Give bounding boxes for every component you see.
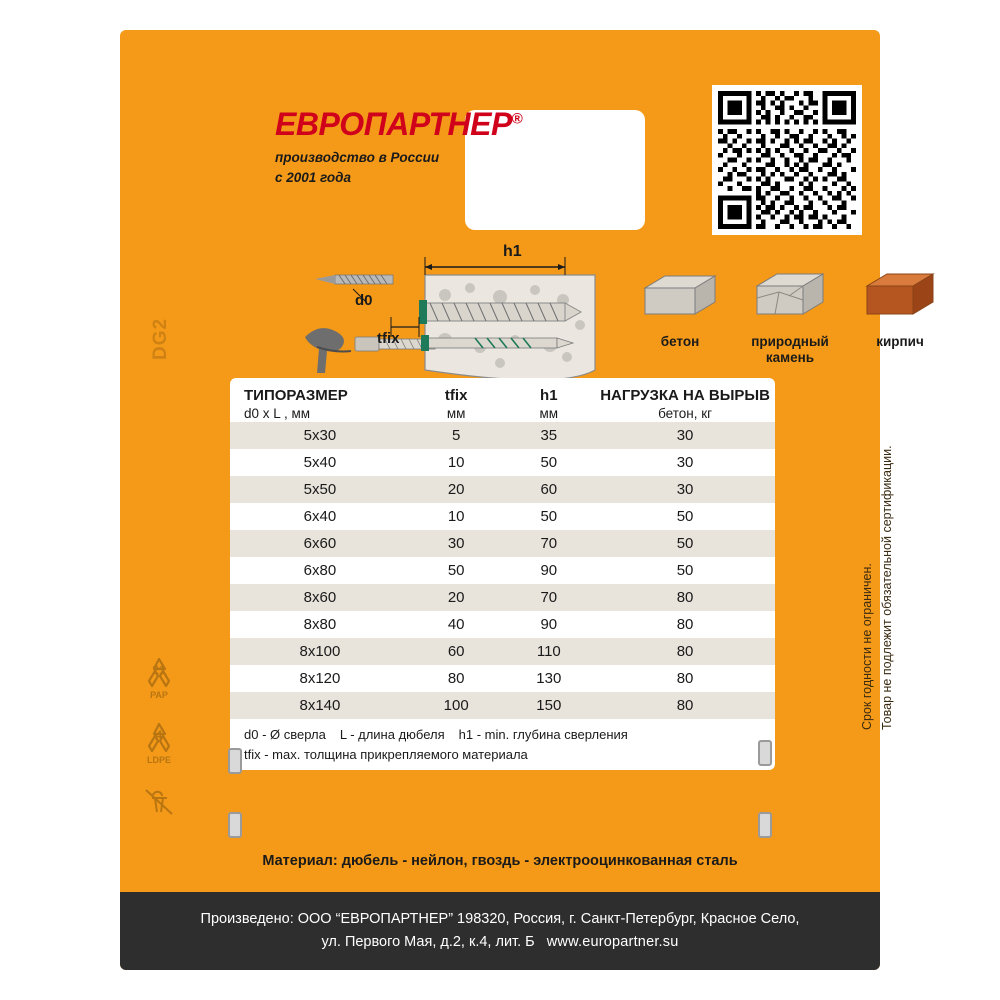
- cell-load: 80: [676, 670, 694, 687]
- certification-note-line1: Товар не подлежит обязательной сертификации.: [880, 445, 894, 730]
- cell-h1: 130: [536, 670, 562, 687]
- cell-tfix: 30: [410, 530, 503, 557]
- table-row: [230, 530, 775, 557]
- cell-tfix: 10: [447, 454, 465, 471]
- material-stone-label: природный камень: [751, 334, 829, 366]
- brand-tagline-line2: с 2001 года: [275, 169, 352, 185]
- cell-tfix: 50: [447, 562, 465, 579]
- cell-size: 8x60: [230, 584, 410, 611]
- recycle-label: LDPE: [146, 755, 171, 765]
- registered-mark-icon: ®: [511, 110, 523, 128]
- cell-h1: 35: [502, 422, 595, 449]
- cell-size: 8x120: [299, 670, 341, 687]
- cell-load: 30: [595, 476, 775, 503]
- table-row: [230, 584, 775, 611]
- no-litter-icon: [142, 785, 176, 819]
- package-clip: [758, 812, 772, 838]
- cell-h1: 70: [502, 584, 595, 611]
- note-L: L - длина дюбеля: [339, 727, 445, 742]
- table-note-line2: tfix - max. толщина прикрепляемого материала: [244, 746, 528, 762]
- cell-h1: 150: [502, 692, 595, 719]
- package-label: [120, 30, 924, 970]
- cell-size: 6x40: [303, 508, 337, 525]
- table-row: [230, 665, 775, 692]
- spec-table-body: [230, 422, 775, 719]
- cell-load: 80: [595, 584, 775, 611]
- qr-code: [712, 85, 862, 235]
- cell-tfix: 20: [410, 584, 503, 611]
- note-h1: h1 - min. глубина сверления: [458, 727, 628, 742]
- natural-stone-icon: [751, 270, 829, 324]
- dimension-label-d0: d0: [355, 292, 373, 309]
- footer-address: ул. Первого Мая, д.2, к.4, лит. Б: [321, 934, 535, 950]
- cell-size: 5x30: [230, 422, 410, 449]
- cell-size: 8x100: [230, 638, 410, 665]
- footer-line2: [322, 931, 679, 954]
- cell-load: 30: [676, 454, 694, 471]
- spec-table-card: [230, 378, 775, 770]
- brand-logo-block: [275, 108, 605, 187]
- cell-tfix: 5: [410, 422, 503, 449]
- col-header-h1: h1 мм: [539, 387, 559, 421]
- col-header-load: НАГРУЗКА НА ВЫРЫВ бетон, кг: [600, 387, 770, 421]
- cell-size: 5x50: [230, 476, 410, 503]
- table-row: [230, 422, 775, 449]
- cell-h1: 60: [502, 476, 595, 503]
- footer-line1: Произведено: ООО “ЕВРОПАРТНЕР” 198320, Россия, г. Санкт-Петербург, Красное Село,: [200, 910, 800, 927]
- table-row: [230, 476, 775, 503]
- cell-load: 80: [595, 692, 775, 719]
- cell-h1: 90: [540, 616, 558, 633]
- material-description: Материал: дюбель - нейлон, гвоздь - электрооцинкованная сталь: [262, 853, 738, 869]
- cell-load: 80: [676, 616, 694, 633]
- material-icons-group: [660, 270, 1000, 390]
- table-row: [230, 638, 775, 665]
- brand-name-text: ЕВРОПАРТНЕР: [275, 106, 512, 142]
- cell-load: 50: [676, 562, 694, 579]
- cell-size: 8x140: [230, 692, 410, 719]
- spec-table-head: [230, 386, 775, 422]
- cell-load: 50: [676, 508, 694, 525]
- cell-size: 6x60: [230, 530, 410, 557]
- package-clip: [758, 740, 772, 766]
- table-note-line1: [244, 725, 761, 745]
- package-clip: [228, 748, 242, 774]
- cell-load: 50: [595, 530, 775, 557]
- recycle-number: 4: [155, 728, 163, 742]
- cell-tfix: 80: [447, 670, 465, 687]
- footer-website[interactable]: www.europartner.su: [546, 934, 679, 950]
- cell-h1: 110: [502, 638, 595, 665]
- table-notes: [230, 719, 775, 766]
- cell-load: 80: [595, 638, 775, 665]
- table-header-row: [230, 386, 775, 422]
- product-code: DG2: [150, 317, 171, 360]
- footer: [120, 892, 880, 970]
- do-not-litter-symbol: [142, 785, 176, 820]
- brand-tagline: [275, 148, 605, 187]
- qr-code-image: [718, 91, 856, 229]
- table-row: [230, 503, 775, 530]
- cell-size: 6x80: [303, 562, 337, 579]
- recycle-label: PAP: [150, 690, 168, 700]
- table-row: [230, 449, 775, 476]
- spec-table: [230, 386, 775, 719]
- recycle-number: 21: [152, 663, 166, 677]
- cell-tfix: 40: [447, 616, 465, 633]
- package-clip: [228, 812, 242, 838]
- cell-tfix: 10: [447, 508, 465, 525]
- cell-h1: 50: [540, 508, 558, 525]
- col-header-tfix: tfix мм: [444, 387, 468, 421]
- table-row: [230, 557, 775, 584]
- brand-name: [275, 108, 605, 140]
- recycle-triangle-icon: [142, 720, 176, 754]
- dimension-label-tfix: tfix: [377, 330, 400, 347]
- cell-size: 8x80: [303, 616, 337, 633]
- recycle-symbol-ldpe: [142, 720, 176, 765]
- table-row: [230, 692, 775, 719]
- material-stone: [740, 270, 840, 367]
- table-row: [230, 611, 775, 638]
- material-concrete: [630, 270, 730, 350]
- material-brick: [850, 270, 950, 350]
- cell-h1: 70: [502, 530, 595, 557]
- brand-tagline-line1: производство в России: [275, 150, 440, 165]
- recycle-triangle-icon: [142, 655, 176, 689]
- cell-h1: 90: [540, 562, 558, 579]
- brick-icon: [861, 270, 939, 324]
- cell-tfix: 60: [410, 638, 503, 665]
- cell-h1: 50: [540, 454, 558, 471]
- recycle-symbol-pap: [142, 655, 176, 700]
- concrete-block-icon: [641, 270, 719, 324]
- cell-tfix: 100: [410, 692, 503, 719]
- note-d0: d0 - Ø сверла: [244, 727, 326, 742]
- dimension-label-h1: h1: [503, 243, 522, 260]
- material-brick-label: кирпич: [876, 334, 924, 350]
- cell-size: 5x40: [303, 454, 337, 471]
- col-header-size: ТИПОРАЗМЕР d0 x L , мм: [244, 387, 348, 421]
- cell-load: 30: [595, 422, 775, 449]
- material-concrete-label: бетон: [660, 334, 700, 350]
- cell-tfix: 20: [410, 476, 503, 503]
- certification-note-line2: Срок годности не ограничен.: [860, 563, 874, 730]
